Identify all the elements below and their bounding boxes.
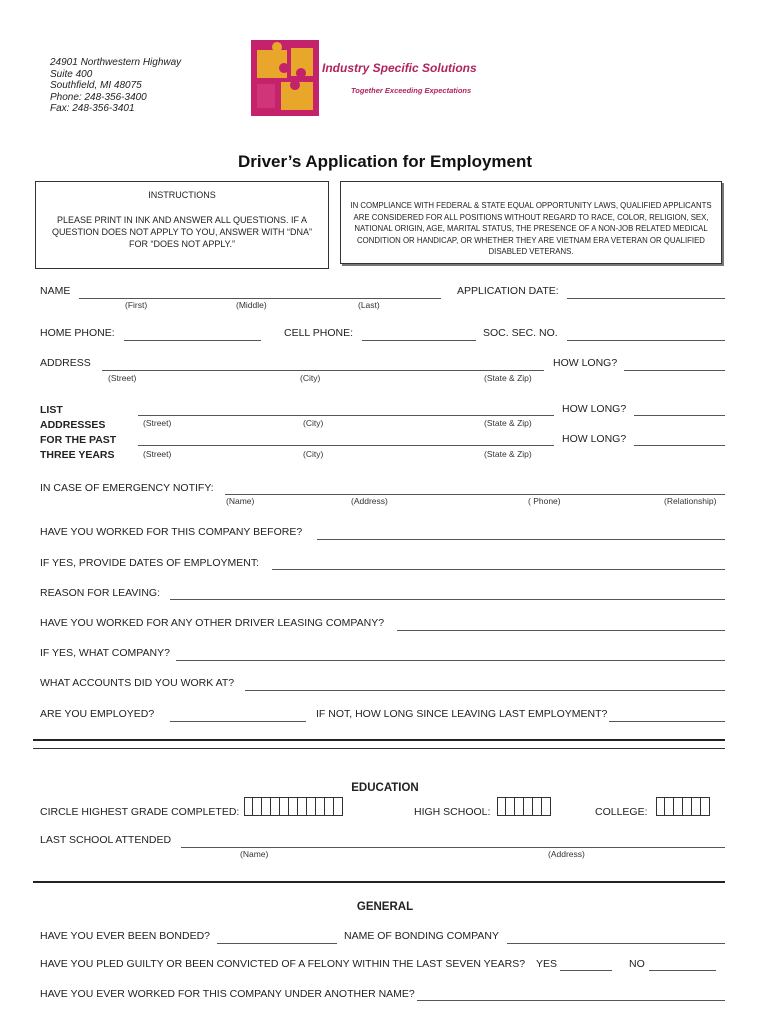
grade-label: CIRCLE HIGHEST GRADE COMPLETED:: [40, 806, 240, 818]
name-label: NAME: [40, 285, 71, 297]
name-field[interactable]: [79, 298, 441, 299]
em-address-sublabel: (Address): [351, 496, 388, 506]
address-field[interactable]: [102, 370, 544, 371]
list-addresses-label: LIST ADDRESSES FOR THE PAST THREE YEARS: [40, 404, 117, 461]
bonded-label: HAVE YOU EVER BEEN BONDED?: [40, 930, 210, 942]
school-address-sublabel: (Address): [548, 849, 585, 859]
address-label: ADDRESS: [40, 357, 91, 369]
compliance-box: [340, 181, 722, 264]
college-label: COLLEGE:: [595, 806, 648, 818]
general-heading: GENERAL: [356, 901, 414, 913]
bonded-field[interactable]: [217, 943, 337, 944]
company-name: Industry Specific Solutions: [322, 61, 477, 75]
section-divider: [33, 748, 725, 749]
city-sublabel: (City): [303, 418, 324, 428]
grade-boxes[interactable]: [244, 797, 343, 816]
worked-before-label: HAVE YOU WORKED FOR THIS COMPANY BEFORE?: [40, 526, 303, 538]
emergency-field[interactable]: [225, 494, 725, 495]
last-sublabel: (Last): [358, 300, 380, 310]
last-school-field[interactable]: [181, 847, 725, 848]
felony-no-field[interactable]: [649, 970, 716, 971]
state-zip-sublabel: (State & Zip): [484, 418, 532, 428]
compliance-text: IN COMPLIANCE WITH FEDERAL & STATE EQUAL OPPORTUNITY LAWS, QUALIFIED APPLICANTS ARE CONSIDERED FOR ALL POSITIONS WITHOUT REGARD TO RACE, COLOR, RELIGION, SEX, NATIONAL ORIGIN, AGE, MARITAL STATUS, THE PRESENCE OF A NON-JOB RELATED MEDICAL CONDITION OR HANDICAP, OR WHETHER THEY ARE VIETNAM ERA VETERAN OR QUALIFIED DISABLED VETERANS.: [350, 201, 712, 256]
first-sublabel: (First): [125, 300, 148, 310]
last-school-label: LAST SCHOOL ATTENDED: [40, 834, 172, 846]
dates-field[interactable]: [272, 569, 725, 570]
street-sublabel: (Street): [143, 418, 172, 428]
other-name-field[interactable]: [417, 1000, 725, 1001]
accounts-label: WHAT ACCOUNTS DID YOU WORK AT?: [40, 677, 235, 689]
education-heading: EDUCATION: [351, 782, 419, 794]
street-sublabel: (Street): [108, 373, 137, 383]
dates-label: IF YES, PROVIDE DATES OF EMPLOYMENT:: [40, 557, 259, 569]
instructions-heading: INSTRUCTIONS: [148, 190, 216, 200]
em-name-sublabel: (Name): [226, 496, 255, 506]
felony-label: HAVE YOU PLED GUILTY OR BEEN CONVICTED OF A FELONY WITHIN THE LAST SEVEN YEARS?: [40, 958, 526, 970]
reason-label: REASON FOR LEAVING:: [40, 587, 160, 599]
city-sublabel: (City): [303, 449, 324, 459]
leasing-field[interactable]: [397, 630, 725, 631]
employed-label: ARE YOU EMPLOYED?: [40, 708, 155, 720]
what-company-field[interactable]: [176, 660, 725, 661]
address-line: Phone: 248-356-3400: [50, 91, 147, 103]
street-sublabel: (Street): [143, 449, 172, 459]
prev-how-long-1-field[interactable]: [634, 415, 725, 416]
middle-sublabel: (Middle): [236, 300, 267, 310]
section-divider: [33, 881, 725, 883]
puzzle-logo-icon: [251, 40, 319, 116]
state-zip-sublabel: (State & Zip): [484, 449, 532, 459]
state-zip-sublabel: (State & Zip): [484, 373, 532, 383]
instructions-body: PLEASE PRINT IN INK AND ANSWER ALL QUESTIONS. IF A QUESTION DOES NOT APPLY TO YOU, ANSWER WITH “DNA” FOR “DOES NOT APPLY.”: [51, 215, 313, 249]
instructions-box: [35, 181, 329, 269]
how-long-field[interactable]: [624, 370, 725, 371]
prev-address-2-field[interactable]: [138, 445, 554, 446]
address-line: Suite 400: [50, 68, 93, 80]
home-phone-field[interactable]: [124, 340, 261, 341]
company-tagline: Together Exceeding Expectations: [351, 86, 472, 95]
address-line: Fax: 248-356-3401: [50, 103, 135, 114]
no-label: NO: [629, 958, 645, 970]
how-long-label: HOW LONG?: [562, 403, 627, 415]
emergency-label: IN CASE OF EMERGENCY NOTIFY:: [40, 482, 214, 494]
city-sublabel: (City): [300, 373, 321, 383]
college-boxes[interactable]: [656, 797, 710, 816]
how-long-label: HOW LONG?: [562, 433, 627, 445]
school-name-sublabel: (Name): [240, 849, 269, 859]
bonding-company-label: NAME OF BONDING COMPANY: [344, 930, 499, 942]
accounts-field[interactable]: [245, 690, 725, 691]
section-divider: [33, 739, 725, 741]
leasing-label: HAVE YOU WORKED FOR ANY OTHER DRIVER LEASING COMPANY?: [40, 617, 385, 629]
felony-yes-field[interactable]: [560, 970, 612, 971]
since-leaving-label: IF NOT, HOW LONG SINCE LEAVING LAST EMPLOYMENT?: [316, 708, 608, 720]
em-phone-sublabel: ( Phone): [528, 496, 561, 506]
ssn-field[interactable]: [567, 340, 725, 341]
address-line: Southfield, MI 48075: [50, 80, 142, 91]
since-leaving-field[interactable]: [609, 721, 725, 722]
other-name-label: HAVE YOU EVER WORKED FOR THIS COMPANY UNDER ANOTHER NAME?: [40, 988, 415, 1000]
address-line: 24901 Northwestern Highway: [50, 57, 182, 68]
company-address: [50, 57, 181, 115]
how-long-label: HOW LONG?: [553, 357, 618, 369]
prev-address-1-field[interactable]: [138, 415, 554, 416]
em-relationship-sublabel: (Relationship): [664, 496, 717, 506]
employed-field[interactable]: [170, 721, 306, 722]
high-school-boxes[interactable]: [497, 797, 551, 816]
home-phone-label: HOME PHONE:: [40, 327, 115, 339]
application-date-label: APPLICATION DATE:: [457, 285, 559, 297]
cell-phone-label: CELL PHONE:: [284, 327, 354, 339]
bonding-company-field[interactable]: [507, 943, 725, 944]
application-date-field[interactable]: [567, 298, 725, 299]
page-title: Driver’s Application for Employment: [237, 152, 533, 171]
what-company-label: IF YES, WHAT COMPANY?: [40, 647, 170, 659]
prev-how-long-2-field[interactable]: [634, 445, 725, 446]
worked-before-field[interactable]: [317, 539, 725, 540]
ssn-label: SOC. SEC. NO.: [483, 327, 558, 339]
cell-phone-field[interactable]: [362, 340, 476, 341]
reason-field[interactable]: [170, 599, 725, 600]
high-school-label: HIGH SCHOOL:: [414, 806, 491, 818]
yes-label: YES: [536, 958, 558, 970]
